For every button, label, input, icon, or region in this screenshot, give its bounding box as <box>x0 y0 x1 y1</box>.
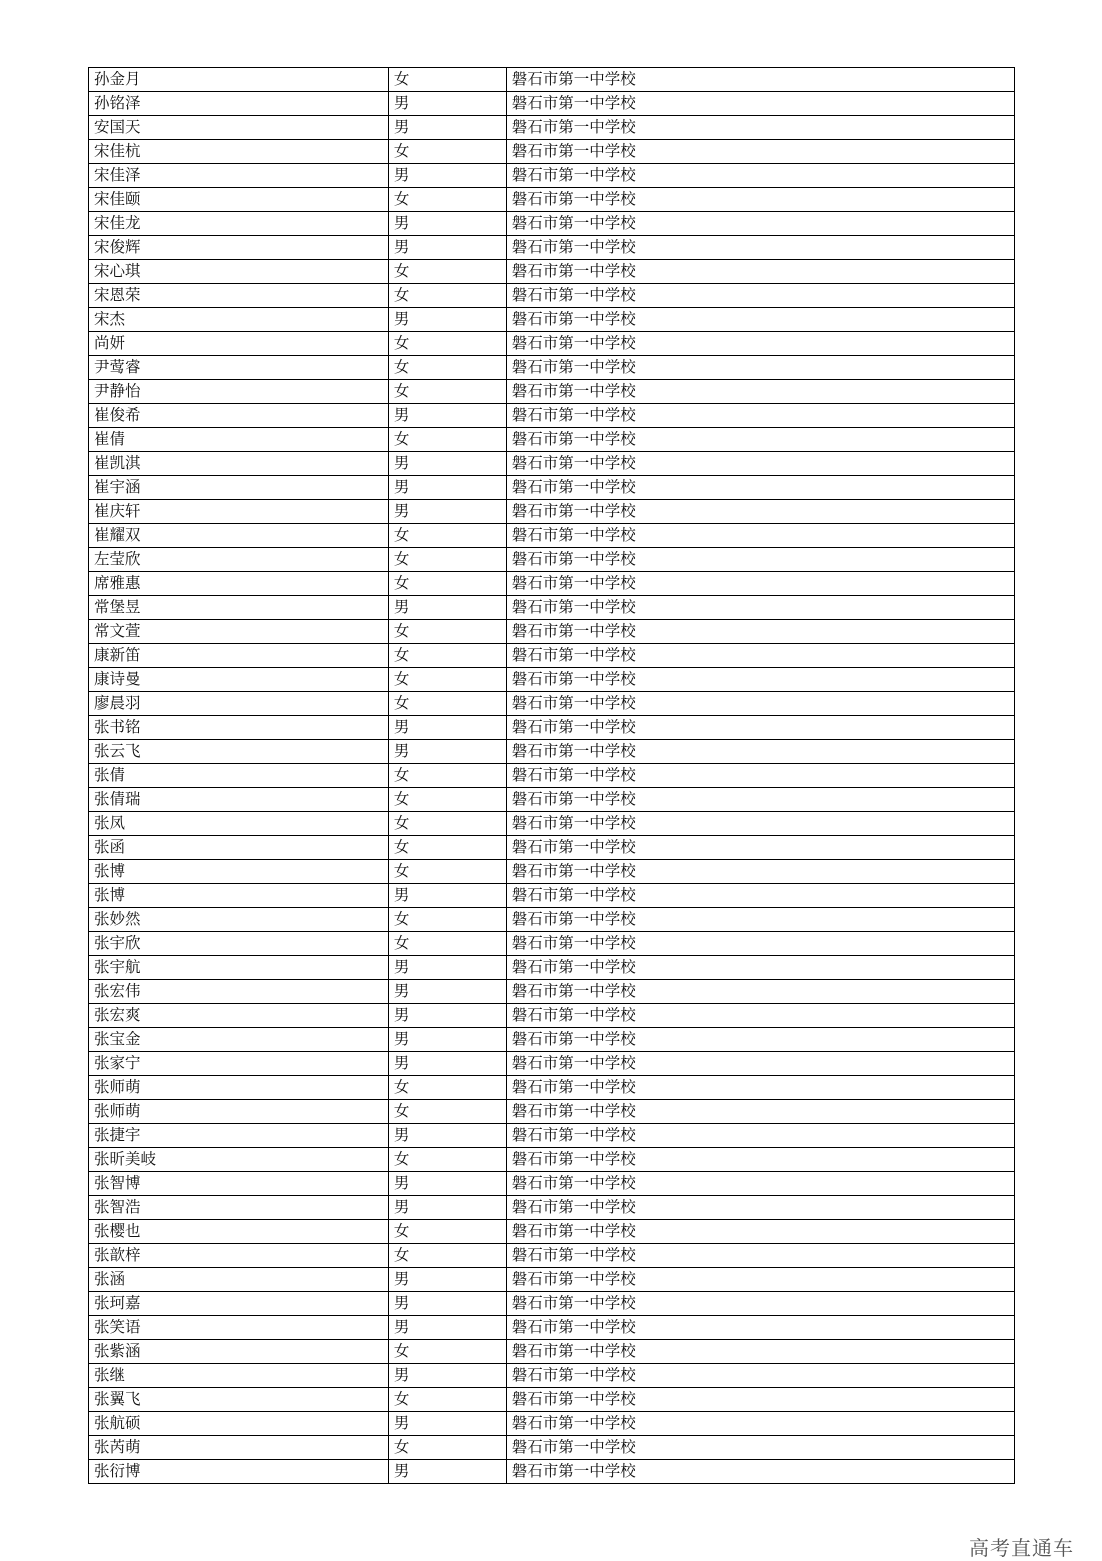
gender-cell: 男 <box>388 476 506 500</box>
roster-table-body <box>89 68 1015 1484</box>
student-name-cell: 孙金月 <box>89 68 389 92</box>
student-name-cell: 宋杰 <box>89 308 389 332</box>
gender-cell: 男 <box>388 884 506 908</box>
school-cell: 磐石市第一中学校 <box>506 548 1014 572</box>
gender-cell: 女 <box>388 428 506 452</box>
school-cell: 磐石市第一中学校 <box>506 1172 1014 1196</box>
school-cell: 磐石市第一中学校 <box>506 1004 1014 1028</box>
student-name-cell: 崔凯淇 <box>89 452 389 476</box>
gender-cell: 女 <box>388 1076 506 1100</box>
table-row <box>89 1220 1015 1244</box>
student-name-cell: 崔倩 <box>89 428 389 452</box>
school-cell: 磐石市第一中学校 <box>506 884 1014 908</box>
school-cell: 磐石市第一中学校 <box>506 932 1014 956</box>
school-cell: 磐石市第一中学校 <box>506 1052 1014 1076</box>
gender-cell: 男 <box>388 740 506 764</box>
student-name-cell: 张珂嘉 <box>89 1292 389 1316</box>
school-cell: 磐石市第一中学校 <box>506 236 1014 260</box>
school-cell: 磐石市第一中学校 <box>506 860 1014 884</box>
school-cell: 磐石市第一中学校 <box>506 1100 1014 1124</box>
school-cell: 磐石市第一中学校 <box>506 476 1014 500</box>
student-name-cell: 张函 <box>89 836 389 860</box>
table-row <box>89 596 1015 620</box>
gender-cell: 男 <box>388 1124 506 1148</box>
student-name-cell: 张捷宇 <box>89 1124 389 1148</box>
gender-cell: 男 <box>388 1052 506 1076</box>
student-name-cell: 张妙然 <box>89 908 389 932</box>
gender-cell: 女 <box>388 788 506 812</box>
student-name-cell: 宋恩荣 <box>89 284 389 308</box>
student-name-cell: 张翼飞 <box>89 1388 389 1412</box>
gender-cell: 男 <box>388 116 506 140</box>
school-cell: 磐石市第一中学校 <box>506 596 1014 620</box>
school-cell: 磐石市第一中学校 <box>506 1292 1014 1316</box>
student-name-cell: 张昕美岐 <box>89 1148 389 1172</box>
student-name-cell: 张博 <box>89 884 389 908</box>
gender-cell: 女 <box>388 1388 506 1412</box>
school-cell: 磐石市第一中学校 <box>506 380 1014 404</box>
table-row <box>89 260 1015 284</box>
gender-cell: 女 <box>388 356 506 380</box>
gender-cell: 女 <box>388 1244 506 1268</box>
student-name-cell: 尚妍 <box>89 332 389 356</box>
table-row <box>89 284 1015 308</box>
gender-cell: 女 <box>388 908 506 932</box>
table-row <box>89 716 1015 740</box>
gender-cell: 女 <box>388 1340 506 1364</box>
table-row <box>89 1172 1015 1196</box>
school-cell: 磐石市第一中学校 <box>506 836 1014 860</box>
table-row <box>89 1340 1015 1364</box>
student-name-cell: 张涵 <box>89 1268 389 1292</box>
school-cell: 磐石市第一中学校 <box>506 92 1014 116</box>
school-cell: 磐石市第一中学校 <box>506 1388 1014 1412</box>
school-cell: 磐石市第一中学校 <box>506 572 1014 596</box>
student-name-cell: 张师萌 <box>89 1076 389 1100</box>
table-row <box>89 1100 1015 1124</box>
student-name-cell: 张芮萌 <box>89 1436 389 1460</box>
student-name-cell: 崔宇涵 <box>89 476 389 500</box>
table-row <box>89 404 1015 428</box>
student-name-cell: 张歆梓 <box>89 1244 389 1268</box>
student-name-cell: 崔庆轩 <box>89 500 389 524</box>
gender-cell: 男 <box>388 1412 506 1436</box>
table-row <box>89 812 1015 836</box>
gender-cell: 男 <box>388 1292 506 1316</box>
gender-cell: 男 <box>388 1028 506 1052</box>
table-row <box>89 860 1015 884</box>
gender-cell: 男 <box>388 980 506 1004</box>
student-name-cell: 张云飞 <box>89 740 389 764</box>
table-row <box>89 1148 1015 1172</box>
school-cell: 磐石市第一中学校 <box>506 188 1014 212</box>
school-cell: 磐石市第一中学校 <box>506 908 1014 932</box>
school-cell: 磐石市第一中学校 <box>506 500 1014 524</box>
student-name-cell: 康诗曼 <box>89 668 389 692</box>
student-name-cell: 张倩瑞 <box>89 788 389 812</box>
table-row <box>89 932 1015 956</box>
student-name-cell: 张宏爽 <box>89 1004 389 1028</box>
watermark-text: 高考直通车 <box>969 1536 1074 1560</box>
table-row <box>89 500 1015 524</box>
gender-cell: 女 <box>388 764 506 788</box>
table-row <box>89 452 1015 476</box>
school-cell: 磐石市第一中学校 <box>506 788 1014 812</box>
student-name-cell: 张继 <box>89 1364 389 1388</box>
table-row <box>89 1364 1015 1388</box>
student-name-cell: 尹静怡 <box>89 380 389 404</box>
school-cell: 磐石市第一中学校 <box>506 356 1014 380</box>
table-row <box>89 524 1015 548</box>
gender-cell: 男 <box>388 1196 506 1220</box>
gender-cell: 男 <box>388 1316 506 1340</box>
student-name-cell: 左莹欣 <box>89 548 389 572</box>
student-name-cell: 张智博 <box>89 1172 389 1196</box>
school-cell: 磐石市第一中学校 <box>506 140 1014 164</box>
table-row <box>89 68 1015 92</box>
school-cell: 磐石市第一中学校 <box>506 1124 1014 1148</box>
table-row <box>89 1076 1015 1100</box>
student-name-cell: 崔耀双 <box>89 524 389 548</box>
school-cell: 磐石市第一中学校 <box>506 308 1014 332</box>
table-row <box>89 956 1015 980</box>
school-cell: 磐石市第一中学校 <box>506 1220 1014 1244</box>
school-cell: 磐石市第一中学校 <box>506 428 1014 452</box>
gender-cell: 女 <box>388 668 506 692</box>
school-cell: 磐石市第一中学校 <box>506 1244 1014 1268</box>
table-row <box>89 236 1015 260</box>
school-cell: 磐石市第一中学校 <box>506 1316 1014 1340</box>
gender-cell: 女 <box>388 524 506 548</box>
roster-table <box>88 67 1015 1484</box>
student-name-cell: 尹莺睿 <box>89 356 389 380</box>
gender-cell: 女 <box>388 68 506 92</box>
student-name-cell: 张智浩 <box>89 1196 389 1220</box>
gender-cell: 男 <box>388 1268 506 1292</box>
school-cell: 磐石市第一中学校 <box>506 740 1014 764</box>
student-name-cell: 张书铭 <box>89 716 389 740</box>
student-name-cell: 安国天 <box>89 116 389 140</box>
table-row <box>89 1028 1015 1052</box>
student-name-cell: 张衍博 <box>89 1460 389 1484</box>
gender-cell: 女 <box>388 860 506 884</box>
gender-cell: 男 <box>388 1004 506 1028</box>
gender-cell: 男 <box>388 308 506 332</box>
gender-cell: 女 <box>388 572 506 596</box>
table-row <box>89 1316 1015 1340</box>
table-row <box>89 1412 1015 1436</box>
gender-cell: 男 <box>388 716 506 740</box>
school-cell: 磐石市第一中学校 <box>506 1076 1014 1100</box>
gender-cell: 男 <box>388 956 506 980</box>
table-row <box>89 1292 1015 1316</box>
gender-cell: 女 <box>388 812 506 836</box>
table-row <box>89 908 1015 932</box>
student-name-cell: 宋佳杭 <box>89 140 389 164</box>
gender-cell: 女 <box>388 260 506 284</box>
table-row <box>89 884 1015 908</box>
school-cell: 磐石市第一中学校 <box>506 1460 1014 1484</box>
table-row <box>89 116 1015 140</box>
gender-cell: 女 <box>388 1220 506 1244</box>
table-row <box>89 572 1015 596</box>
gender-cell: 女 <box>388 332 506 356</box>
gender-cell: 男 <box>388 452 506 476</box>
school-cell: 磐石市第一中学校 <box>506 764 1014 788</box>
gender-cell: 女 <box>388 692 506 716</box>
table-row <box>89 188 1015 212</box>
school-cell: 磐石市第一中学校 <box>506 164 1014 188</box>
student-name-cell: 崔俊希 <box>89 404 389 428</box>
school-cell: 磐石市第一中学校 <box>506 1028 1014 1052</box>
student-name-cell: 宋佳颐 <box>89 188 389 212</box>
school-cell: 磐石市第一中学校 <box>506 68 1014 92</box>
student-name-cell: 张博 <box>89 860 389 884</box>
table-row <box>89 1436 1015 1460</box>
student-name-cell: 廖晨羽 <box>89 692 389 716</box>
student-name-cell: 张师萌 <box>89 1100 389 1124</box>
table-row <box>89 644 1015 668</box>
school-cell: 磐石市第一中学校 <box>506 980 1014 1004</box>
gender-cell: 女 <box>388 932 506 956</box>
gender-cell: 男 <box>388 236 506 260</box>
school-cell: 磐石市第一中学校 <box>506 1436 1014 1460</box>
school-cell: 磐石市第一中学校 <box>506 212 1014 236</box>
school-cell: 磐石市第一中学校 <box>506 332 1014 356</box>
table-row <box>89 476 1015 500</box>
table-row <box>89 980 1015 1004</box>
gender-cell: 男 <box>388 404 506 428</box>
table-row <box>89 1124 1015 1148</box>
gender-cell: 男 <box>388 596 506 620</box>
school-cell: 磐石市第一中学校 <box>506 668 1014 692</box>
table-row <box>89 164 1015 188</box>
student-name-cell: 常堡昱 <box>89 596 389 620</box>
gender-cell: 男 <box>388 212 506 236</box>
school-cell: 磐石市第一中学校 <box>506 692 1014 716</box>
gender-cell: 女 <box>388 644 506 668</box>
student-name-cell: 张倩 <box>89 764 389 788</box>
student-name-cell: 宋佳龙 <box>89 212 389 236</box>
gender-cell: 女 <box>388 284 506 308</box>
table-row <box>89 1004 1015 1028</box>
school-cell: 磐石市第一中学校 <box>506 1412 1014 1436</box>
school-cell: 磐石市第一中学校 <box>506 1196 1014 1220</box>
student-name-cell: 孙铭泽 <box>89 92 389 116</box>
school-cell: 磐石市第一中学校 <box>506 260 1014 284</box>
school-cell: 磐石市第一中学校 <box>506 1340 1014 1364</box>
table-row <box>89 1268 1015 1292</box>
table-row <box>89 140 1015 164</box>
school-cell: 磐石市第一中学校 <box>506 1268 1014 1292</box>
school-cell: 磐石市第一中学校 <box>506 404 1014 428</box>
table-row <box>89 692 1015 716</box>
table-row <box>89 1196 1015 1220</box>
table-row <box>89 836 1015 860</box>
school-cell: 磐石市第一中学校 <box>506 1148 1014 1172</box>
student-name-cell: 张家宁 <box>89 1052 389 1076</box>
student-name-cell: 张宇欣 <box>89 932 389 956</box>
school-cell: 磐石市第一中学校 <box>506 644 1014 668</box>
gender-cell: 男 <box>388 1364 506 1388</box>
student-name-cell: 宋心琪 <box>89 260 389 284</box>
gender-cell: 女 <box>388 836 506 860</box>
table-row <box>89 1460 1015 1484</box>
school-cell: 磐石市第一中学校 <box>506 1364 1014 1388</box>
school-cell: 磐石市第一中学校 <box>506 812 1014 836</box>
gender-cell: 男 <box>388 1460 506 1484</box>
student-name-cell: 康新笛 <box>89 644 389 668</box>
student-name-cell: 常文萱 <box>89 620 389 644</box>
student-name-cell: 宋俊辉 <box>89 236 389 260</box>
gender-cell: 男 <box>388 500 506 524</box>
table-row <box>89 92 1015 116</box>
student-name-cell: 张笑语 <box>89 1316 389 1340</box>
table-row <box>89 740 1015 764</box>
school-cell: 磐石市第一中学校 <box>506 956 1014 980</box>
gender-cell: 男 <box>388 1172 506 1196</box>
school-cell: 磐石市第一中学校 <box>506 284 1014 308</box>
school-cell: 磐石市第一中学校 <box>506 116 1014 140</box>
student-name-cell: 张樱也 <box>89 1220 389 1244</box>
table-row <box>89 380 1015 404</box>
table-row <box>89 356 1015 380</box>
table-row <box>89 668 1015 692</box>
table-row <box>89 308 1015 332</box>
school-cell: 磐石市第一中学校 <box>506 620 1014 644</box>
table-row <box>89 1244 1015 1268</box>
table-row <box>89 1388 1015 1412</box>
school-cell: 磐石市第一中学校 <box>506 524 1014 548</box>
school-cell: 磐石市第一中学校 <box>506 452 1014 476</box>
gender-cell: 女 <box>388 188 506 212</box>
table-row <box>89 212 1015 236</box>
student-name-cell: 张宇航 <box>89 956 389 980</box>
student-name-cell: 张航硕 <box>89 1412 389 1436</box>
gender-cell: 女 <box>388 1148 506 1172</box>
gender-cell: 女 <box>388 380 506 404</box>
school-cell: 磐石市第一中学校 <box>506 716 1014 740</box>
table-row <box>89 620 1015 644</box>
student-name-cell: 张宝金 <box>89 1028 389 1052</box>
gender-cell: 男 <box>388 164 506 188</box>
student-name-cell: 张宏伟 <box>89 980 389 1004</box>
table-row <box>89 788 1015 812</box>
table-row <box>89 428 1015 452</box>
gender-cell: 女 <box>388 620 506 644</box>
student-name-cell: 张凤 <box>89 812 389 836</box>
table-row <box>89 332 1015 356</box>
gender-cell: 女 <box>388 1100 506 1124</box>
gender-cell: 男 <box>388 92 506 116</box>
table-row <box>89 548 1015 572</box>
student-name-cell: 席雅惠 <box>89 572 389 596</box>
student-name-cell: 宋佳泽 <box>89 164 389 188</box>
table-row <box>89 764 1015 788</box>
table-row <box>89 1052 1015 1076</box>
gender-cell: 女 <box>388 140 506 164</box>
student-name-cell: 张紫涵 <box>89 1340 389 1364</box>
gender-cell: 女 <box>388 1436 506 1460</box>
gender-cell: 女 <box>388 548 506 572</box>
